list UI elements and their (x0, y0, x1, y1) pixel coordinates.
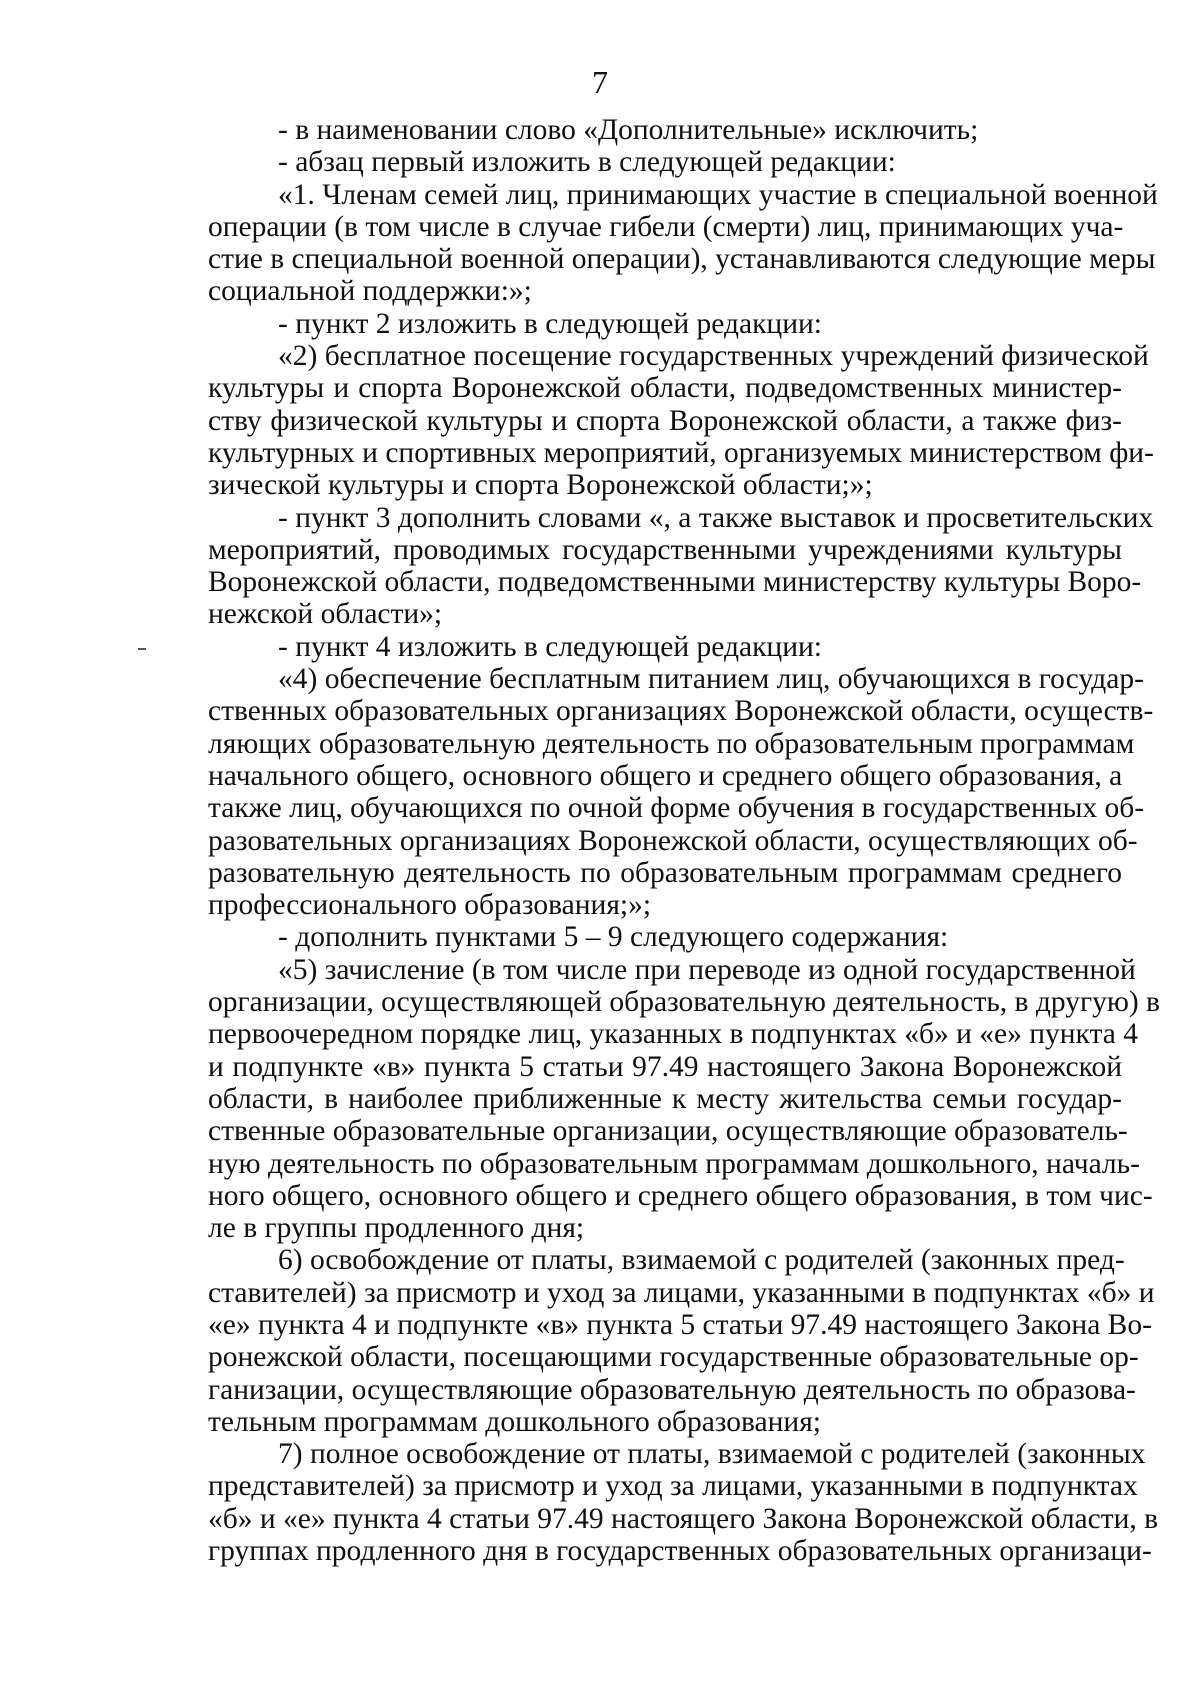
text-line: «1. Членам семей лиц, принимающих участие в специальной военной (278, 178, 1158, 211)
text-line: 6) освобождение от платы, взимаемой с родителей (законных пред- (278, 1244, 1125, 1277)
text-line: «б» и «е» пункта 4 статьи 97.49 настоящего Закона Воронежской области, в (208, 1502, 1159, 1535)
text-line: - абзац первый изложить в следующей редакции: (278, 146, 896, 179)
text-line: представителей) за присмотр и уход за лицами, указанными в подпунктах (208, 1470, 1138, 1503)
text-line: «5) зачисление (в том числе при переводе из одной государственной (278, 953, 1136, 986)
text-line: группах продленного дня в государственных образовательных организаци- (208, 1535, 1152, 1568)
margin-mark (138, 648, 146, 650)
text-line: ганизации, осуществляющие образовательную деятельность по образова- (208, 1373, 1136, 1406)
text-line: ству физической культуры и спорта Воронежской области, а также физ- (208, 404, 1122, 437)
text-line: - дополнить пунктами 5 – 9 следующего содержания: (278, 921, 949, 954)
text-line: ного общего, основного общего и среднего общего образования, в том чис- (208, 1179, 1153, 1212)
text-line: - в наименовании слово «Дополнительные» исключить; (278, 114, 979, 146)
text-line: зической культуры и спорта Воронежской области;»; (208, 469, 873, 502)
text-line: «е» пункта 4 и подпункте «в» пункта 5 статьи 97.49 настоящего Закона Во- (208, 1308, 1152, 1341)
text-line: операции (в том числе в случае гибели (смерти) лиц, принимающих уча- (208, 210, 1124, 243)
text-line: - пункт 3 дополнить словами «, а также выставок и просветительских (278, 501, 1154, 534)
text-line: первоочередном порядке лиц, указанных в подпунктах «б» и «е» пункта 4 (208, 1018, 1138, 1051)
text-line: - пункт 2 изложить в следующей редакции: (278, 307, 822, 340)
text-line: ляющих образовательную деятельность по образовательным программам (208, 727, 1135, 760)
text-line: мероприятий, проводимых государственными учреждениями культуры (208, 533, 1122, 566)
text-line: тельным программам дошкольного образования; (208, 1405, 821, 1438)
text-line: 7) полное освобождение от платы, взимаемой с родителей (законных (278, 1438, 1146, 1471)
text-line: социальной поддержки:»; (208, 275, 532, 308)
text-line: также лиц, обучающихся по очной форме обучения в государственных об- (208, 792, 1145, 825)
document-body (208, 114, 1160, 1568)
text-line: профессионального образования;»; (208, 889, 652, 922)
text-line: «4) обеспечение бесплатным питанием лиц, обучающихся в государ- (278, 663, 1144, 696)
text-line: и подпункте «в» пункта 5 статьи 97.49 настоящего Закона Воронежской (208, 1050, 1122, 1083)
text-line: стие в специальной военной операции), устанавливаются следующие меры (208, 243, 1156, 276)
text-line: ную деятельность по образовательным программам дошкольного, началь- (208, 1147, 1140, 1180)
text-line: ственные образовательные организации, осуществляющие образователь- (208, 1115, 1128, 1148)
text-line: ле в группы продленного дня; (208, 1212, 585, 1245)
text-line: организации, осуществляющей образовательную деятельность, в другую) в (208, 986, 1160, 1019)
text-line: ставителей) за присмотр и уход за лицами, указанными в подпунктах «б» и (208, 1276, 1155, 1309)
text-line: области, в наиболее приближенные к месту жительства семьи государ- (208, 1082, 1122, 1115)
text-line: «2) бесплатное посещение государственных учреждений физической (278, 340, 1149, 373)
text-line: Воронежской области, подведомственными министерству культуры Воро- (208, 566, 1142, 599)
text-line: разовательную деятельность по образовательным программам среднего (208, 856, 1122, 889)
page-number: 7 (592, 64, 608, 100)
text-line: культуры и спорта Воронежской области, подведомственных министер- (208, 372, 1122, 405)
text-line: - пункт 4 изложить в следующей редакции: (278, 630, 822, 663)
text-line: культурных и спортивных мероприятий, организуемых министерством фи- (208, 436, 1154, 469)
text-line: ственных образовательных организациях Воронежской области, осуществ- (208, 695, 1154, 728)
text-line: начального общего, основного общего и среднего общего образования, а (208, 759, 1123, 792)
text-line: разовательных организациях Воронежской области, осуществляющих об- (208, 824, 1138, 857)
text-line: ронежской области, посещающими государственные образовательные ор- (208, 1341, 1139, 1374)
text-line: нежской области»; (208, 598, 443, 631)
